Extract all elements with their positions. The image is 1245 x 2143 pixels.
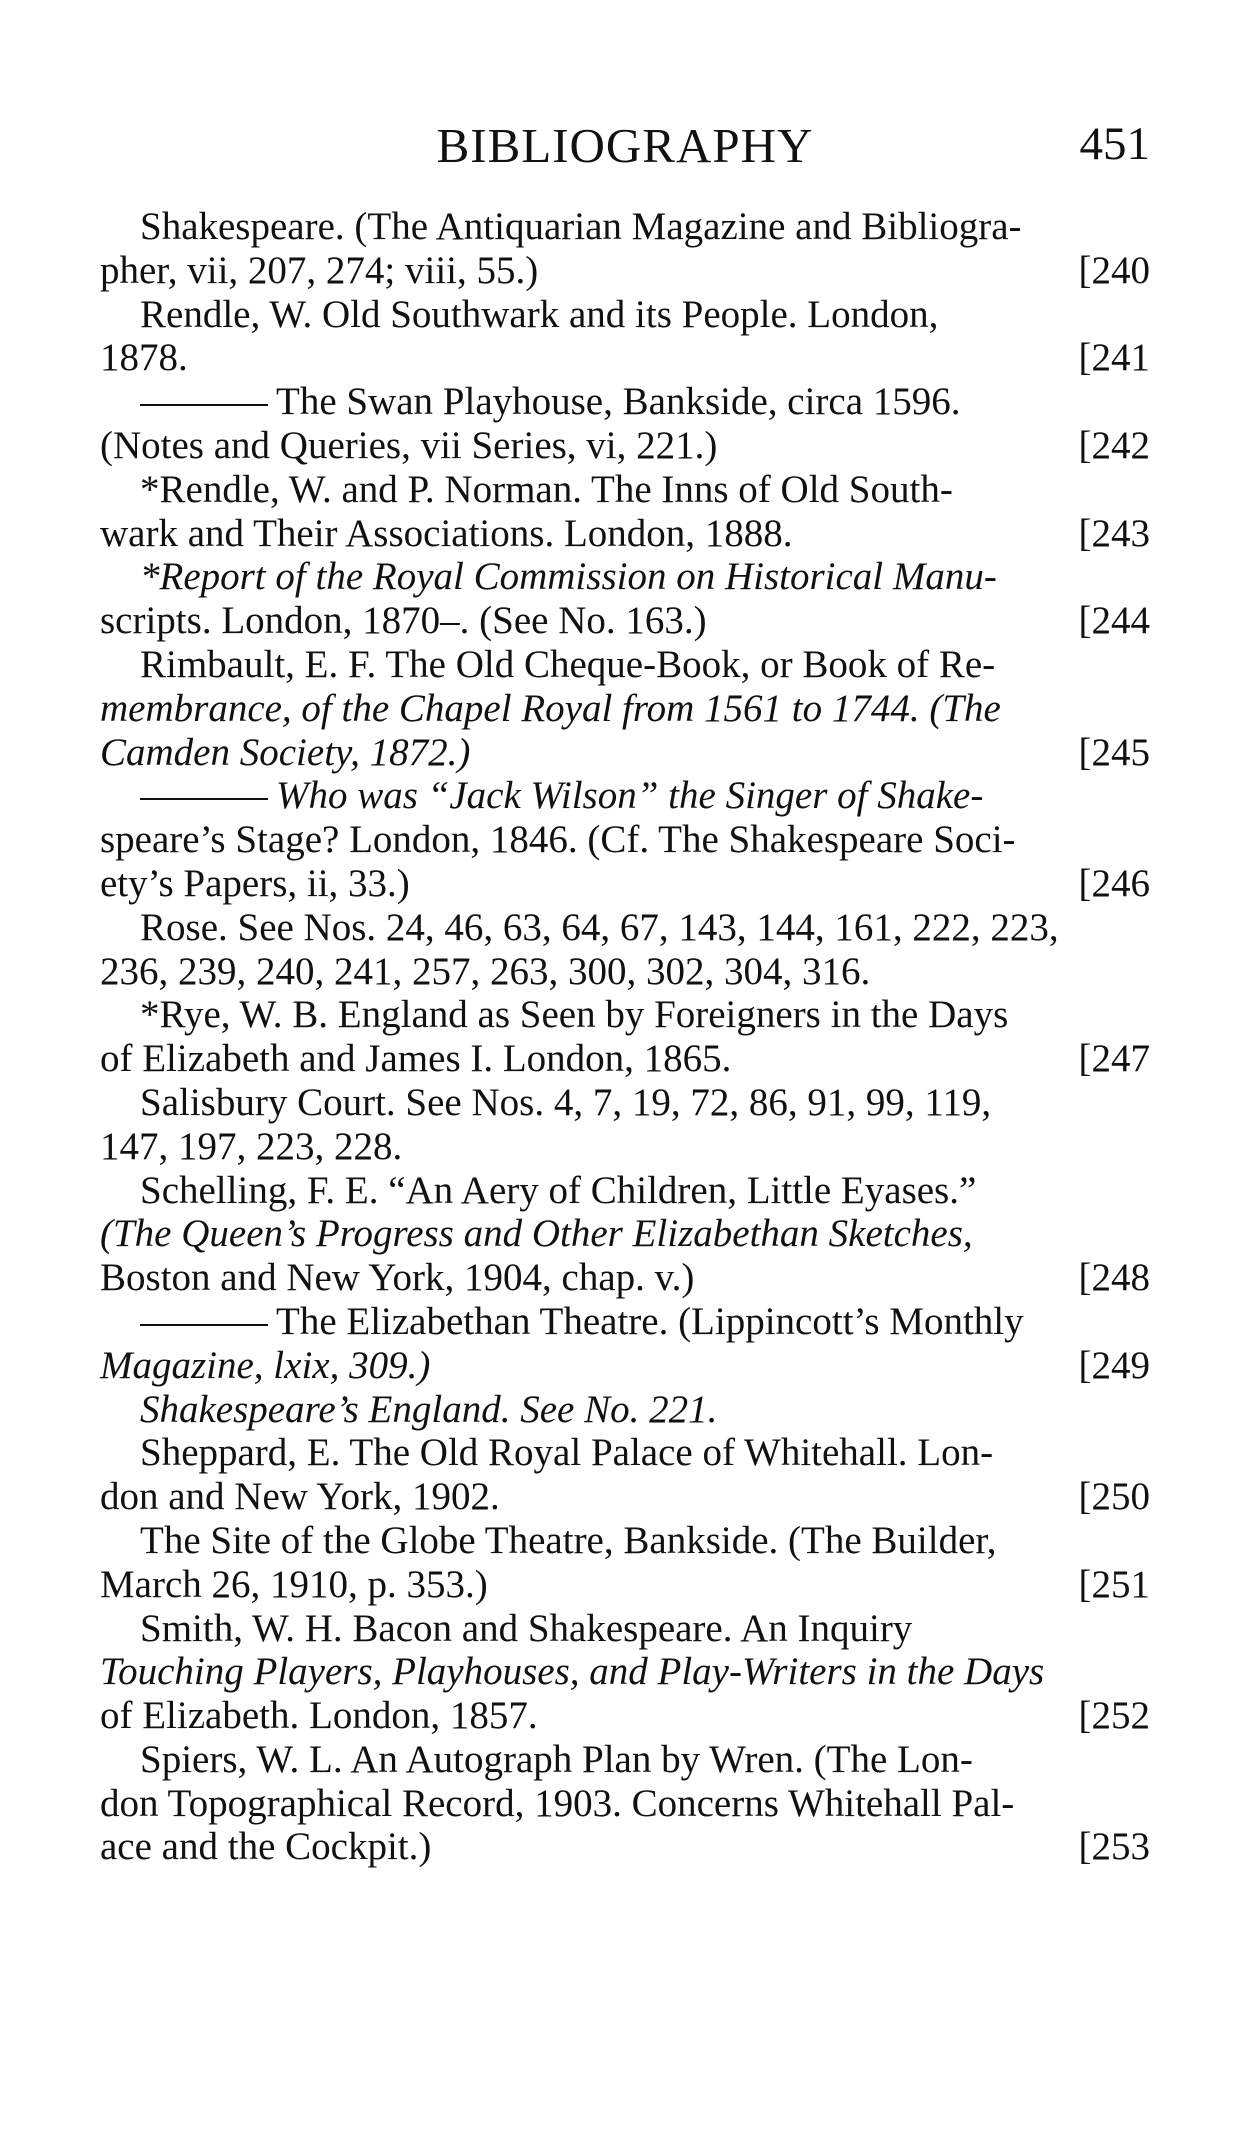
entry-line-text: scripts. London, 1870–. (See No. 163.): [100, 599, 707, 643]
entry-line-text: Boston and New York, 1904, chap. v.): [100, 1256, 695, 1300]
entry-number: [251: [1078, 1562, 1150, 1606]
entry-line: Rose. See Nos. 24, 46, 63, 64, 67, 143, 144, 161, 222, 223,: [140, 905, 1059, 949]
entry-line-text: pher, vii, 207, 274; viii, 55.): [100, 248, 539, 292]
entry-line-text: Who was “Jack Wilson” the Singer of Shake-: [276, 774, 984, 818]
entry-line: Smith, W. H. Bacon and Shakespeare. An Inquiry: [140, 1606, 913, 1650]
entry-number: [243: [1078, 511, 1150, 555]
entry-line: Schelling, F. E. “An Aery of Children, Little Eyases.”: [140, 1168, 977, 1212]
entry-number: [248: [1078, 1256, 1150, 1300]
entry-line: [100, 862, 1150, 906]
entry-line: [100, 731, 1150, 775]
entry-number: [242: [1078, 423, 1150, 467]
entry-line: Shakespeare. (The Antiquarian Magazine and Bibliogra-: [140, 205, 1022, 248]
entry-line: Sheppard, E. The Old Royal Palace of Whitehall. Lon-: [140, 1431, 994, 1475]
entry-line-text: wark and Their Associations. London, 1888.: [100, 511, 793, 555]
entry-line: [100, 1825, 1150, 1869]
entry-number: [250: [1078, 1475, 1150, 1519]
entry-line: *Rye, W. B. England as Seen by Foreigners in the Days: [140, 993, 1009, 1037]
entry-line: [100, 1475, 1150, 1519]
ditto-dash: [140, 404, 268, 406]
entry-line: The Site of the Globe Theatre, Bankside. (The Builder,: [140, 1518, 997, 1562]
entry-line: [100, 1256, 1150, 1300]
entry-line: [100, 336, 1150, 380]
entry-line: Shakespeare’s England. See No. 221.: [140, 1387, 718, 1431]
entry-line: [100, 1037, 1150, 1081]
entry-number: [241: [1078, 336, 1150, 380]
entry-line: [100, 249, 1150, 293]
entry-number: [249: [1078, 1343, 1150, 1387]
page-number: 451: [1079, 118, 1150, 170]
entry-number: [246: [1078, 861, 1150, 905]
entry-line-text: 1878.: [100, 336, 188, 380]
running-header: [100, 105, 1150, 175]
entry-number: [240: [1078, 248, 1150, 292]
entry-line: 147, 197, 223, 228.: [100, 1124, 403, 1168]
entry-line: Rimbault, E. F. The Old Cheque-Book, or Book of Re-: [140, 642, 996, 686]
entry-line-text: of Elizabeth and James I. London, 1865.: [100, 1037, 732, 1081]
entry-line: (The Queen’s Progress and Other Elizabethan Sketches,: [100, 1212, 973, 1256]
entry-line: [100, 1563, 1150, 1607]
entry-number: [247: [1078, 1037, 1150, 1081]
entry-line: [100, 599, 1150, 643]
entry-line: membrance, of the Chapel Royal from 1561 to 1744. (The: [100, 686, 1001, 730]
entry-line: speare’s Stage? London, 1846. (Cf. The Shakespeare Soci-: [100, 818, 1016, 862]
entry-line: Rendle, W. Old Southwark and its People. London,: [140, 292, 939, 336]
entry-line: [100, 1300, 1150, 1344]
entry-line: [100, 774, 1150, 818]
entry-line: Salisbury Court. See Nos. 4, 7, 19, 72, 86, 91, 99, 119,: [140, 1080, 992, 1124]
entry-line: [100, 380, 1150, 424]
entry-line: [100, 1344, 1150, 1388]
entry-line: [100, 512, 1150, 556]
entry-line-text: March 26, 1910, p. 353.): [100, 1562, 488, 1606]
entry-line-text: ace and the Cockpit.): [100, 1825, 432, 1869]
ditto-dash: [140, 798, 268, 800]
entry-line: [100, 424, 1150, 468]
ditto-dash: [140, 1324, 268, 1326]
entry-line-text: Camden Society, 1872.): [100, 730, 471, 774]
entry-line-text: of Elizabeth. London, 1857.: [100, 1694, 538, 1738]
entry-line-text: The Elizabethan Theatre. (Lippincott’s Monthly: [276, 1299, 1024, 1343]
entry-line: [100, 1694, 1150, 1738]
entry-number: [245: [1078, 730, 1150, 774]
book-page: [100, 105, 1150, 1869]
entry-line-text: ety’s Papers, ii, 33.): [100, 861, 410, 905]
entry-line: *Report of the Royal Commission on Historical Manu-: [140, 555, 997, 599]
entry-line-text: The Swan Playhouse, Bankside, circa 1596.: [276, 380, 961, 424]
entry-line-text: (Notes and Queries, vii Series, vi, 221.): [100, 423, 718, 467]
entry-line: *Rendle, W. and P. Norman. The Inns of Old South-: [140, 467, 953, 511]
entry-number: [244: [1078, 599, 1150, 643]
entry-line: Spiers, W. L. An Autograph Plan by Wren. (The Lon-: [140, 1737, 973, 1781]
entry-line: Touching Players, Playhouses, and Play-Writers in the Days: [100, 1650, 1045, 1694]
entry-line: 236, 239, 240, 241, 257, 263, 300, 302, 304, 316.: [100, 949, 871, 993]
entry-number: [252: [1078, 1694, 1150, 1738]
entry-line: don Topographical Record, 1903. Concerns Whitehall Pal-: [100, 1781, 1015, 1825]
entry-line-text: don and New York, 1902.: [100, 1475, 500, 1519]
bibliography-entries: [100, 205, 1150, 1869]
page-title: BIBLIOGRAPHY: [436, 118, 814, 173]
entry-number: [253: [1078, 1825, 1150, 1869]
entry-line-text: Magazine, lxix, 309.): [100, 1343, 431, 1387]
